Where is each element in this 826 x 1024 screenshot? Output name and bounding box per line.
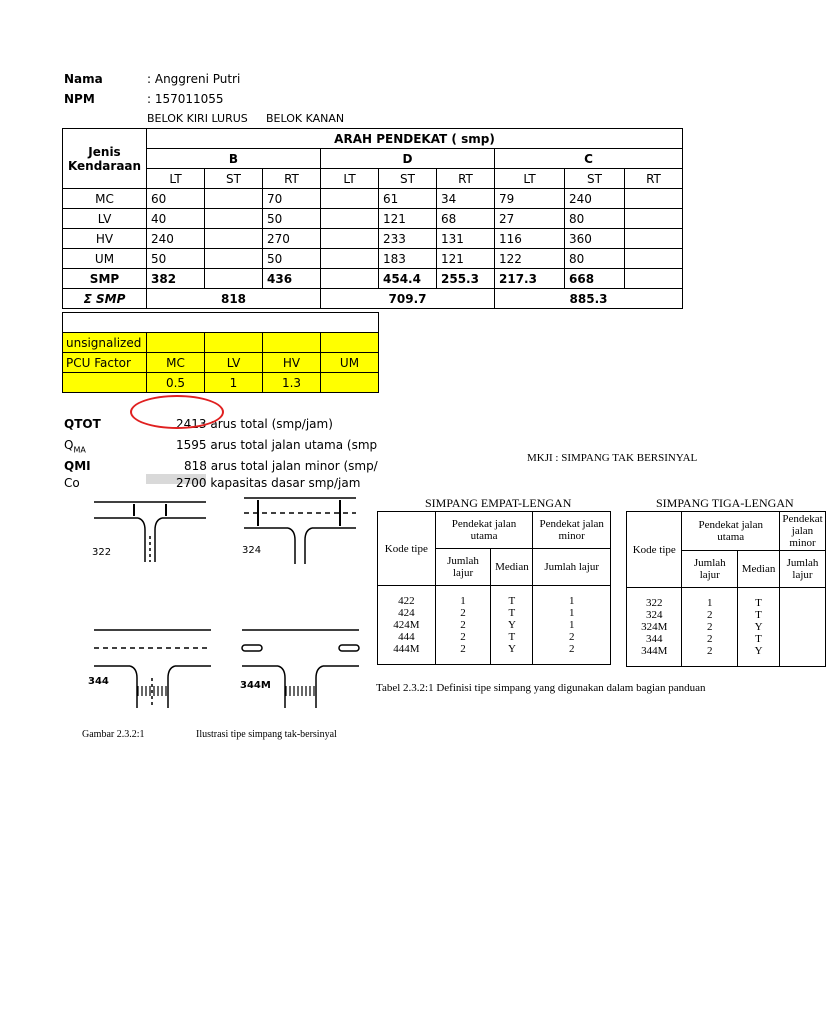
nama-label: Nama [64, 72, 103, 86]
table-cell: 68 [437, 209, 495, 229]
subhead: ST [379, 169, 437, 189]
qmi-value: 818 arus total jalan minor (smp/ [184, 459, 378, 473]
qma-label: $Q_{MA}$ [64, 438, 86, 455]
mkji-title: MKJI : SIMPANG TAK BERSINYAL [527, 452, 698, 464]
pcu-cell [321, 333, 379, 353]
table-cell: 50 [263, 249, 321, 269]
three-leg-table-wrapper [626, 511, 823, 676]
table-row [63, 229, 683, 249]
diag-label-322: 322 [92, 547, 112, 558]
table-cell: 40 [147, 209, 205, 229]
row-label: LV [63, 209, 147, 229]
qma-value: 1595 arus total jalan utama (smp [176, 438, 378, 452]
sum-d-value: 709.7 [321, 289, 495, 309]
group-c-header: C [495, 149, 683, 169]
intersection-344-diagram [90, 626, 215, 710]
table-cell: 70 [263, 189, 321, 209]
table-cell: 454.4 [379, 269, 437, 289]
kode-tipe-header: Kode tipe [378, 512, 436, 586]
jumlah-lajur-header: Jumlah lajur [682, 551, 738, 588]
pcu-cell [63, 373, 147, 393]
sum-smp-label: Σ SMP [63, 289, 147, 309]
qtot-label: QTOT [64, 417, 101, 431]
sum-c-value: 885.3 [495, 289, 683, 309]
pendekat-utama-header: Pendekat jalan utama [682, 512, 780, 551]
table-cell [625, 249, 683, 269]
table-cell: 382 [147, 269, 205, 289]
table-cell: 61 [379, 189, 437, 209]
three-leg-table [626, 511, 826, 667]
figure-caption-text: Ilustrasi tipe simpang tak-bersinyal [196, 729, 337, 740]
belok-kiri-lurus-label: BELOK KIRI LURUS [147, 112, 248, 125]
arah-pendekat-header: ARAH PENDEKAT ( smp) [147, 129, 683, 149]
table-cell [321, 269, 379, 289]
table-cell [625, 229, 683, 249]
four-kode-col: 422 424 424M 444 444M [378, 586, 436, 665]
qmi-label: QMI [64, 459, 91, 473]
table-cell: 121 [437, 249, 495, 269]
subhead: RT [437, 169, 495, 189]
npm-value: : 157011055 [147, 92, 224, 106]
three-median-col: T T Y T Y [738, 588, 780, 667]
table-cell: 27 [495, 209, 565, 229]
table-cell: 240 [565, 189, 625, 209]
subhead: ST [565, 169, 625, 189]
pcu-type: UM [321, 353, 379, 373]
pendekat-utama-header: Pendekat jalan utama [435, 512, 533, 549]
qtot-value: 2413 arus total (smp/jam) [176, 417, 333, 431]
belok-kanan-label: BELOK KANAN [266, 112, 345, 125]
table-cell: 79 [495, 189, 565, 209]
table-row [63, 249, 683, 269]
table-cell: 80 [565, 209, 625, 229]
four-jumlah-col: 1 2 2 2 2 [435, 586, 491, 665]
sum-b-value: 818 [147, 289, 321, 309]
table-cell: 233 [379, 229, 437, 249]
pcu-factor-table [62, 312, 379, 393]
table-cell: 360 [565, 229, 625, 249]
table-cell: 50 [147, 249, 205, 269]
pcu-value: 1.3 [263, 373, 321, 393]
table-cell: 60 [147, 189, 205, 209]
diag-label-324: 324 [242, 545, 262, 556]
intersection-344m-diagram [238, 626, 363, 710]
co-row-partial: Co 2700 kapasitas dasar smp/jam [64, 476, 361, 490]
table-cell: 270 [263, 229, 321, 249]
pcu-cell [205, 333, 263, 353]
table-cell: 116 [495, 229, 565, 249]
table-cell: 131 [437, 229, 495, 249]
diag-label-344m: 344M [240, 680, 271, 691]
table-row [63, 209, 683, 229]
table-cell [625, 209, 683, 229]
pendekat-minor-header: Pendekat jalan minor [533, 512, 611, 549]
four-leg-table [377, 511, 611, 665]
smp-label: SMP [63, 269, 147, 289]
pcu-value [321, 373, 379, 393]
four-minor-col: 1 1 1 2 2 [533, 586, 611, 665]
red-highlight-ellipse [130, 395, 224, 429]
row-label: MC [63, 189, 147, 209]
four-leg-title: SIMPANG EMPAT-LENGAN [425, 496, 572, 510]
row-label: UM [63, 249, 147, 269]
diag-label-344: 344 [88, 676, 109, 687]
table-cell [205, 189, 263, 209]
subhead: ST [205, 169, 263, 189]
pcu-blank-row [63, 313, 379, 333]
table-cell [205, 249, 263, 269]
pcu-type: HV [263, 353, 321, 373]
table-cell: 217.3 [495, 269, 565, 289]
table-cell [205, 229, 263, 249]
pcu-cell [147, 333, 205, 353]
unsignalized-label: unsignalized [63, 333, 147, 353]
subhead: LT [321, 169, 379, 189]
table-cell [625, 269, 683, 289]
table-cell: 80 [565, 249, 625, 269]
npm-label: NPM [64, 92, 95, 106]
pendekat-minor-header: Pendekat jalan minor [780, 512, 826, 551]
jumlah-lajur-minor-header: Jumlah lajur [780, 551, 826, 588]
table-cell: 121 [379, 209, 437, 229]
median-header: Median [491, 549, 533, 586]
pcu-value: 1 [205, 373, 263, 393]
jumlah-lajur-header: Jumlah lajur [435, 549, 491, 586]
table-cell [205, 209, 263, 229]
table-cell [321, 249, 379, 269]
group-b-header: B [147, 149, 321, 169]
table-row [63, 189, 683, 209]
subhead: RT [263, 169, 321, 189]
table-cell [205, 269, 263, 289]
table-cell [321, 229, 379, 249]
table-caption: Tabel 2.3.2:1 Definisi tipe simpang yang digunakan dalam bagian panduan [376, 682, 706, 694]
median-header: Median [738, 551, 780, 588]
row-label: HV [63, 229, 147, 249]
table-cell [321, 209, 379, 229]
three-kode-col: 322 324 324M 344 344M [627, 588, 682, 667]
pcu-cell [263, 333, 321, 353]
table-cell: 34 [437, 189, 495, 209]
subhead: LT [147, 169, 205, 189]
subhead: LT [495, 169, 565, 189]
table-cell: 50 [263, 209, 321, 229]
table-cell: 255.3 [437, 269, 495, 289]
group-d-header: D [321, 149, 495, 169]
pcu-type: MC [147, 353, 205, 373]
table-cell [625, 189, 683, 209]
arah-pendekat-table [62, 128, 683, 309]
subhead: RT [625, 169, 683, 189]
table-cell [321, 189, 379, 209]
table-cell: 436 [263, 269, 321, 289]
three-minor-col [780, 588, 826, 667]
figure-caption-number: Gambar 2.3.2:1 [82, 729, 145, 740]
three-leg-title: SIMPANG TIGA-LENGAN [656, 496, 794, 510]
smp-row [63, 269, 683, 289]
kode-tipe-header: Kode tipe [627, 512, 682, 588]
pcu-value: 0.5 [147, 373, 205, 393]
table-cell: 122 [495, 249, 565, 269]
pcu-factor-label: PCU Factor [63, 353, 147, 373]
table-cell: 668 [565, 269, 625, 289]
sum-smp-row [63, 289, 683, 309]
jenis-kendaraan-header: Jenis Kendaraan [63, 129, 147, 189]
jumlah-lajur-minor-header: Jumlah lajur [533, 549, 611, 586]
nama-value: : Anggreni Putri [147, 72, 241, 86]
three-jumlah-col: 1 2 2 2 2 [682, 588, 738, 667]
four-median-col: T T Y T Y [491, 586, 533, 665]
table-cell: 240 [147, 229, 205, 249]
pcu-type: LV [205, 353, 263, 373]
table-cell: 183 [379, 249, 437, 269]
